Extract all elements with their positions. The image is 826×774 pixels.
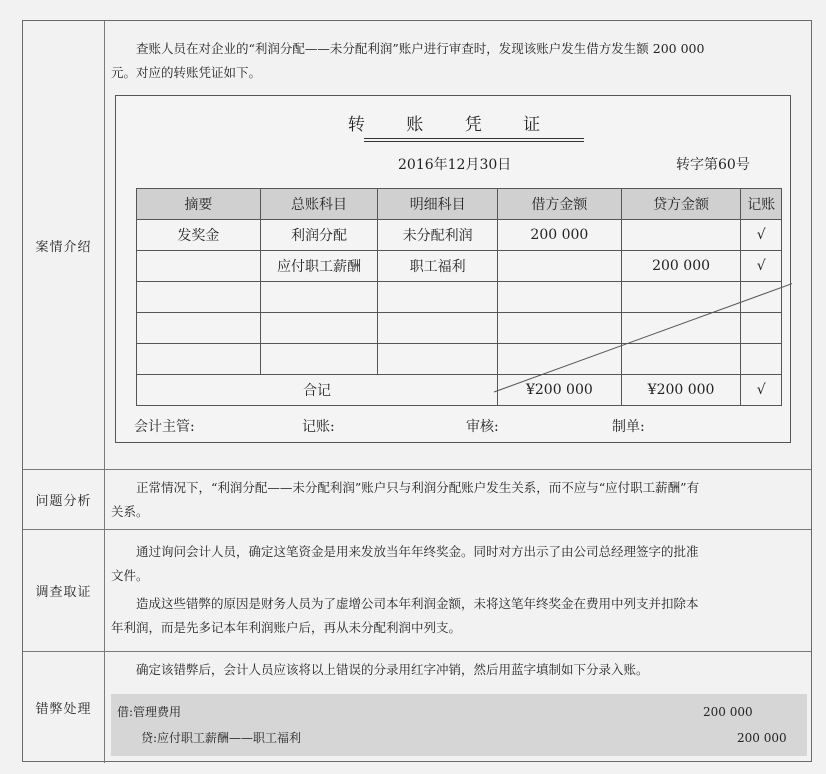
row-case-intro <box>23 21 811 470</box>
entry-credit-amount: 200 000 <box>737 731 787 745</box>
total-label: 合记 <box>137 375 498 406</box>
header-sub-account: 明细科目 <box>378 189 498 220</box>
cancel-diagonal-line <box>116 96 792 444</box>
cell: 200 000 <box>498 220 622 251</box>
voucher-title: 转 账 凭 证 <box>347 115 559 135</box>
problem-analysis-text <box>111 476 805 529</box>
header-credit: 贷方金额 <box>621 189 741 220</box>
total-debit: ¥200 000 <box>498 375 622 406</box>
footer-bookkeeper: 记账: <box>302 419 335 435</box>
cell: 200 000 <box>621 251 741 282</box>
label-case-intro: 案情介绍 <box>23 21 105 469</box>
voucher-date: 2016年12月30日 <box>398 157 512 173</box>
cell: 未分配利润 <box>378 220 498 251</box>
footer-maker: 制单: <box>612 419 645 435</box>
fraud-handling-text <box>111 658 805 763</box>
row-problem-analysis <box>23 470 811 530</box>
total-credit: ¥200 000 <box>621 375 741 406</box>
footer-reviewer: 审核: <box>466 419 499 435</box>
footer-supervisor: 会计主管: <box>134 419 195 435</box>
cell: 应付职工薪酬 <box>260 251 378 282</box>
cell: 利润分配 <box>260 220 378 251</box>
problem-line1: 正常情况下，“利润分配——未分配利润”账户只与利润分配账户发生关系，而不应与“应付职工薪酬”有 <box>136 480 700 495</box>
label-investigation: 调查取证 <box>23 530 105 651</box>
investigation-text <box>111 540 805 651</box>
investigation-p2-line2: 年利润，而是先多记本年利润账户后，再从未分配利润中列支。 <box>111 620 462 635</box>
total-check-mark: √ <box>741 375 782 406</box>
case-intro-line1: 查账人员在对企业的“利润分配——未分配利润”账户进行审查时，发现该账户发生借方发生额 200 000 <box>136 41 705 56</box>
entry-debit-amount: 200 000 <box>703 705 753 719</box>
problem-line2: 关系。 <box>111 504 149 519</box>
check-mark: √ <box>741 251 782 282</box>
header-general-account: 总账科目 <box>260 189 378 220</box>
voucher-number: 转字第60号 <box>676 157 750 173</box>
journal-entry <box>111 694 807 756</box>
fraud-handling-line: 确定该错弊后，会计人员应该将以上错误的分录用红字冲销，然后用蓝字填制如下分录入账。 <box>136 662 649 677</box>
cell: 发奖金 <box>137 220 261 251</box>
transfer-voucher <box>115 95 791 443</box>
row-fraud-handling <box>23 652 811 763</box>
cell: 职工福利 <box>378 251 498 282</box>
investigation-p2-line1: 造成这些错弊的原因是财务人员为了虚增公司本年利润金额，未将这笔年终奖金在费用中列支并扣除本 <box>136 596 699 611</box>
check-mark: √ <box>741 220 782 251</box>
case-table <box>22 20 812 762</box>
header-summary: 摘要 <box>137 189 261 220</box>
investigation-p1-line2: 文件。 <box>111 568 149 583</box>
label-fraud-handling: 错弊处理 <box>23 652 105 763</box>
header-posted: 记账 <box>741 189 782 220</box>
row-investigation <box>23 530 811 652</box>
label-problem-analysis: 问题分析 <box>23 470 105 529</box>
entry-debit-line: 借:管理费用 <box>117 705 182 719</box>
case-intro-line2: 元。对应的转账凭证如下。 <box>111 65 262 80</box>
entry-credit-line: 贷:应付职工薪酬——职工福利 <box>141 731 302 745</box>
investigation-p1-line1: 通过询问会计人员，确定这笔资金是用来发放当年年终奖金。同时对方出示了由公司总经理签字的批准 <box>136 544 699 559</box>
header-debit: 借方金额 <box>498 189 622 220</box>
